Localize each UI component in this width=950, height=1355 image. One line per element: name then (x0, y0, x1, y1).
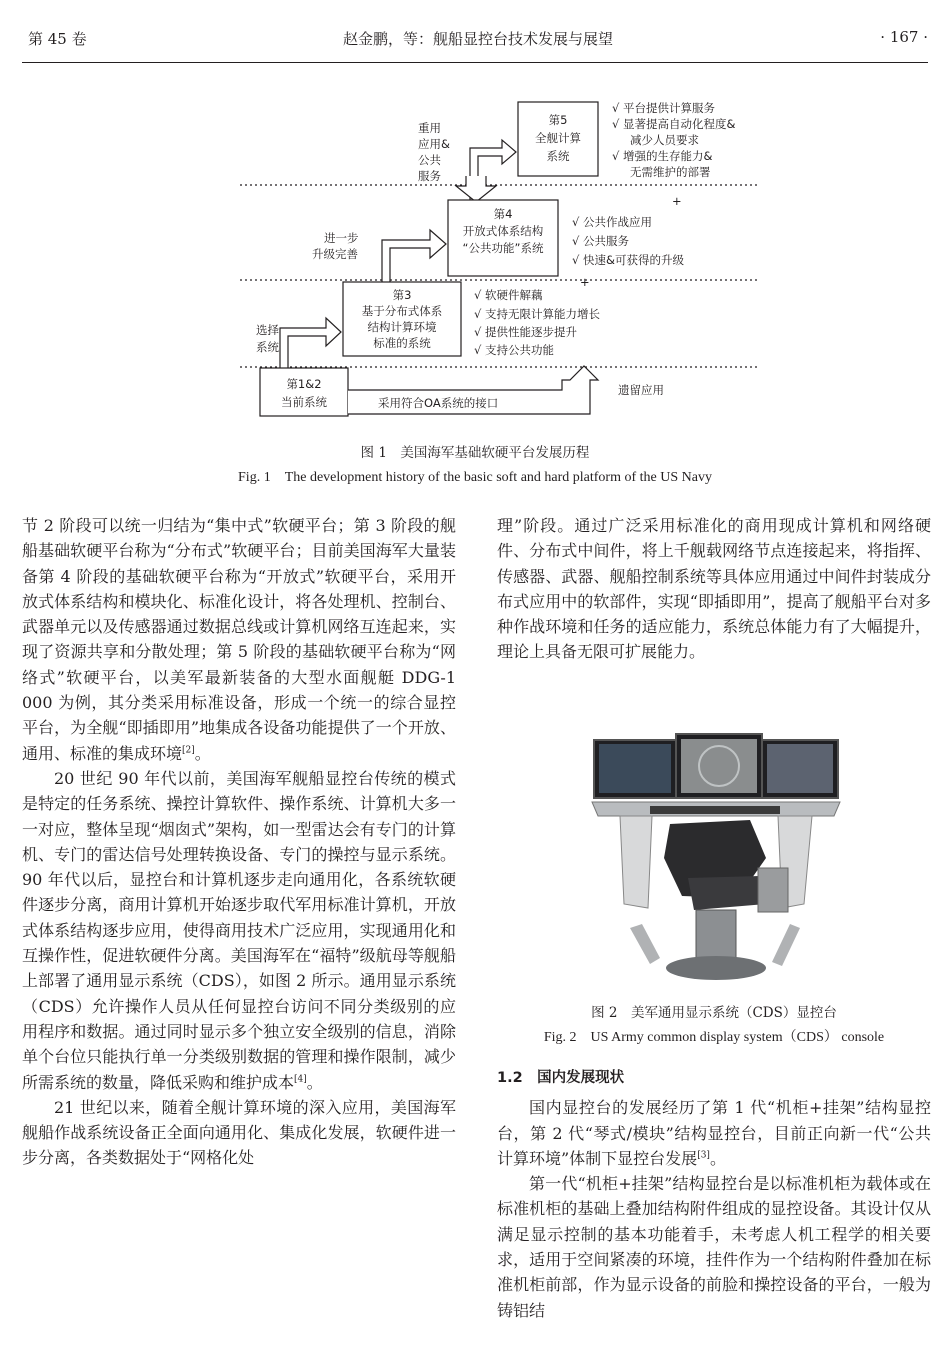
stage4-node (448, 200, 558, 276)
svg-text:√ 增强的生存能力&: √ 增强的生存能力& (612, 149, 713, 163)
body-paragraph: 21 世纪以来，随着全舰计算环境的深入应用，美国海军舰船作战系统设备正全面向通用化、集成化发展，软硬件进一步分离，各类数据处于“网格化处 (22, 1097, 456, 1168)
section-heading: 1.2 国内发展现状 (497, 1070, 625, 1086)
svg-text:√ 公共服务: √ 公共服务 (572, 234, 629, 248)
svg-text:选择: 选择 (256, 323, 279, 337)
figure2-caption-en: Fig. 2 US Army common display system（CDS） console (543, 1030, 885, 1045)
stage4-line: 开放式体系结构 (462, 224, 544, 238)
right-column-bottom (497, 1052, 931, 1323)
stage4-side-label (312, 231, 359, 261)
stage3-line: 基于分布式体系 (361, 304, 443, 318)
oa-interface-label: 采用符合OA系统的接口 (378, 396, 499, 410)
running-header (28, 28, 928, 58)
header-rule (22, 62, 928, 63)
svg-text:√ 平台提供计算服务: √ 平台提供计算服务 (612, 101, 715, 115)
stage5-side-label (418, 121, 450, 183)
svg-text:应用&: 应用& (418, 137, 450, 151)
legacy-apps-label: 遗留应用 (618, 383, 664, 397)
stage3-node (343, 282, 461, 356)
figure1-caption-en: Fig. 1 The development history of the basic soft and hard platform of the US Navy (238, 470, 712, 485)
svg-text:服务: 服务 (418, 169, 441, 183)
stage4-benefits (572, 215, 684, 267)
right-column-top (497, 513, 931, 665)
stage5-line: 系统 (546, 149, 570, 163)
svg-text:√ 软硬件解藕: √ 软硬件解藕 (474, 288, 543, 302)
svg-text:系统: 系统 (256, 340, 279, 354)
stage12-line: 当前系统 (281, 395, 327, 409)
upgrade-arrow (280, 318, 341, 370)
page-number: · 167 · (880, 28, 928, 46)
stage4-line: 第4 (493, 207, 513, 221)
stage3-line: 第3 (392, 288, 412, 302)
stage3-benefits (474, 288, 600, 357)
stage12-node (260, 368, 348, 416)
body-paragraph: 国内显控台的发展经历了第 1 代“机柜+挂架”结构显控台，第 2 代“琴式/模块”结构显控台，目前正向新一代“公共计算环境”体制下显控台发展[3]。 (497, 1098, 931, 1168)
body-paragraph: 20 世纪 90 年代以前，美国海军舰船显控台传统的模式是特定的任务系统、操控计算软件、操作系统、计算机大多一一对应，整体呈现“烟囱式”架构，如一型雷达会有专门的计算机、专门的雷达信号处理转换设备、专门的操控与显示系统。90 年代以后，显控台和计算机逐步走向通用化，各系统软硬件逐步分离，商用计算机开始逐步取代军用标准计算机，开放式体系结构逐步应用，使得商用技术广泛应用，实现通用化和互操作性，促进软硬件分离。美国海军在“福特”级航母等舰船上部署了通用显示系统（CDS），如图 2 所示。通用显示系统（CDS）允许操作人员从任何显控台访问不同分类级别的应用程序和数据。通过同时显示多个独立安全级别的信息，消除单个台位只能执行单一分类级别数据的管理和操作限制，减少所需系统的数量，降低采购和维护成本[4]。 (22, 768, 456, 1092)
left-column (22, 513, 456, 1171)
cds-console-photo (590, 728, 842, 990)
stage4-line: “公共功能”系统 (462, 241, 544, 255)
svg-text:√ 显著提高自动化程度&: √ 显著提高自动化程度& (612, 117, 736, 131)
stage12-line: 第1&2 (286, 377, 322, 391)
svg-text:重用: 重用 (418, 121, 441, 135)
svg-text:公共: 公共 (418, 153, 441, 167)
body-paragraph: 节 2 阶段可以统一归结为“集中式”软硬平台；第 3 阶段的舰船基础软硬平台称为“分布式”软硬平台；目前美国海军大量装备第 4 阶段的基础软硬平台称为“开放式”软硬平台，采用开放式体系结构和模块化、标准化设计，将各处理机、控制台、武器单元以及传感器通过数据总线或计算机网络互连起来，实现了资源共享和分散处理；第 5 阶段的基础软硬平台称为“网络式”软硬平台，以美军最新装备的大型水面舰艇 DDG-1 000 为例，其分类采用标准设备，形成一个统一的综合显控平台，为全舰“即插即用”地集成各设备功能提供了一个开放、通用、标准的集成环境[2]。 (22, 516, 456, 763)
citation-ref: [2] (182, 745, 195, 756)
stage5-node (518, 102, 598, 176)
figure2-caption-cn: 图 2 美军通用显示系统（CDS）显控台 (591, 1005, 837, 1021)
svg-text:√ 提供性能逐步提升: √ 提供性能逐步提升 (474, 325, 577, 339)
stage3-line: 标准的系统 (373, 336, 431, 350)
stage3-side-label (256, 323, 279, 354)
svg-text:减少人员要求: 减少人员要求 (630, 133, 699, 147)
citation-ref: [4] (294, 1074, 307, 1085)
stage5-benefits (612, 101, 735, 179)
article-running-title: 赵金鹏，等：舰船显控台技术发展与展望 (342, 30, 613, 48)
svg-text:进一步: 进一步 (324, 231, 359, 245)
svg-text:√ 支持无限计算能力增长: √ 支持无限计算能力增长 (474, 307, 600, 321)
svg-text:√ 快速&可获得的升级: √ 快速&可获得的升级 (572, 253, 684, 267)
body-paragraph: 第一代“机柜+挂架”结构显控台是以标准机柜为载体或在标准机柜的基础上叠加结构附件组成的显控设备。其设计仅从满足显示控制的基本功能着手，未考虑人机工程学的相关要求，适用于空间紧凑的环境，挂件作为一个结构附件叠加在标准机柜前部，作为显示设备的前脸和操控设备的平台，一般为铸铝结 (497, 1174, 931, 1320)
stage5-line: 全舰计算 (535, 131, 581, 145)
journal-volume: 第 45 卷 (28, 30, 87, 48)
reuse-arrow (456, 176, 496, 202)
plus-sign: + (672, 194, 682, 208)
svg-text:无需维护的部署: 无需维护的部署 (630, 165, 711, 179)
svg-text:√ 公共作战应用: √ 公共作战应用 (572, 215, 652, 229)
stage5-line: 第5 (548, 113, 568, 127)
upgrade-arrow (382, 230, 446, 284)
plus-sign: + (580, 275, 590, 289)
svg-text:√ 支持公共功能: √ 支持公共功能 (474, 343, 554, 357)
citation-ref: [3] (697, 1150, 710, 1161)
figure1-caption-cn: 图 1 美国海军基础软硬平台发展历程 (360, 445, 590, 461)
figure1-diagram (240, 90, 800, 435)
svg-text:升级完善: 升级完善 (312, 247, 358, 261)
body-paragraph: 理”阶段。通过广泛采用标准化的商用现成计算机和网络硬件、分布式中间件，将上千舰载网络节点连接起来，将指挥、传感器、武器、舰船控制系统等具体应用通过中间件封装成分布式应用中的软部件，实现“即插即用”，提高了舰船平台对多种作战环境和任务的适应能力，系统总体能力有了大幅提升，理论上具备无限可扩展能力。 (497, 516, 931, 662)
stage3-line: 结构计算环境 (367, 320, 437, 334)
